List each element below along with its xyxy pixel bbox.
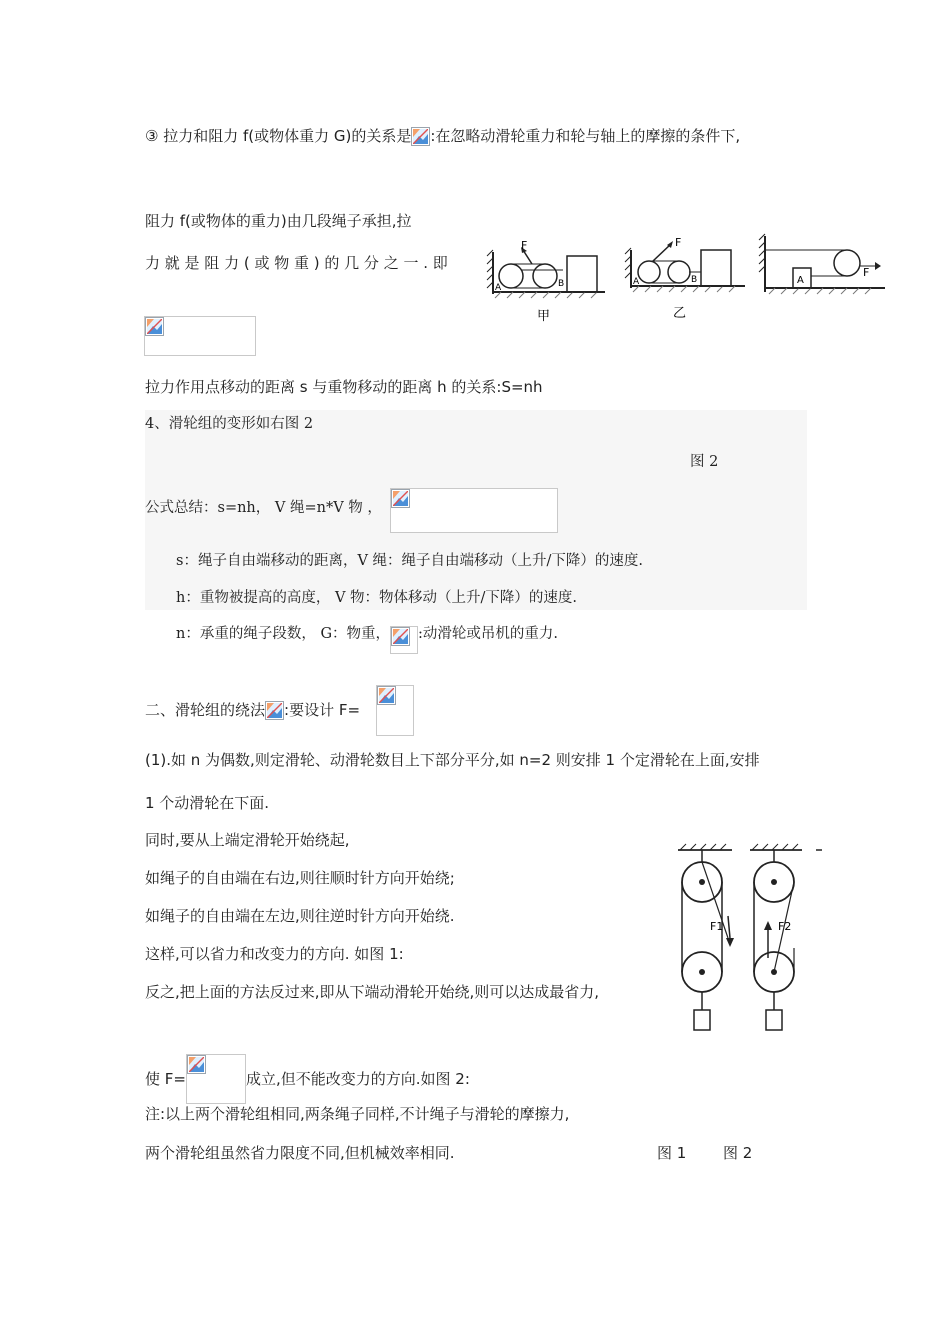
winding-title xyxy=(145,700,360,720)
paragraph-line: 如绳子的自由端在右边,则往顺时针方向开始绕; xyxy=(145,869,455,887)
definition-n xyxy=(176,624,558,654)
figure-yi xyxy=(625,236,745,321)
formula-image-box xyxy=(390,488,558,533)
force-label: F xyxy=(675,236,682,249)
broken-image-icon xyxy=(377,686,396,705)
relation-text: ③ 拉力和阻力 f(或物体重力 G)的关系是 xyxy=(145,127,412,145)
rule-1-line-1: (1).如 n 为偶数,则定滑轮、动滑轮数目上下部分平分,如 n=2 则安排 1 个定滑轮在上面,安排 xyxy=(145,751,760,769)
broken-image-icon xyxy=(187,1055,206,1074)
relation-line xyxy=(145,126,740,146)
pulley-system-figures xyxy=(672,838,827,1038)
formula-summary-text: 公式总结：s=nh， V 绳=n*V 物 ， xyxy=(145,500,382,516)
figure-2-caption: 图 2 xyxy=(723,1144,753,1162)
paragraph-text: 使 F= xyxy=(145,1070,186,1088)
figure-jia xyxy=(487,239,605,324)
paragraph-line: 反之,把上面的方法反过来,即从下端动滑轮开始绕,则可以达成最省力, xyxy=(145,983,600,1001)
definition-n-text: n：承重的绳子段数， G：物重， xyxy=(176,626,391,642)
broken-image-icon xyxy=(265,701,284,720)
paragraph-line xyxy=(145,1054,470,1104)
formula-summary xyxy=(145,498,382,518)
formula-image-box xyxy=(390,626,418,654)
figure-label-jia: 甲 xyxy=(537,309,551,324)
pulley-figure-1 xyxy=(678,844,734,1030)
note-line-1: 注:以上两个滑轮组相同,两条绳子同样,不计绳子与滑轮的摩擦力, xyxy=(145,1105,570,1123)
force-label: F xyxy=(863,266,870,279)
formula-image-box xyxy=(144,316,256,356)
force-label: F xyxy=(521,239,528,252)
formula-image-box xyxy=(376,685,414,736)
note-line-2: 两个滑轮组虽然省力限度不同,但机械效率相同. xyxy=(145,1144,455,1162)
winding-title-text: 二、滑轮组的绕法 xyxy=(145,701,266,719)
rule-1-line-2: 1 个动滑轮在下面. xyxy=(145,794,270,812)
relation-text-cont: :在忽略动滑轮重力和轮与轴上的摩擦的条件下, xyxy=(430,127,741,145)
definition-n-text-cont: :动滑轮或吊机的重力. xyxy=(418,626,559,642)
winding-title-text-cont: :要设计 F= xyxy=(284,701,361,719)
figure-2-caption: 图 2 xyxy=(690,454,719,470)
paragraph-line: 力 就 是 阻 力 ( 或 物 重 ) 的 几 分 之 一 . 即 xyxy=(145,254,448,272)
figure-label-yi: 乙 xyxy=(673,306,687,321)
paragraph-line: 如绳子的自由端在左边,则往逆时针方向开始绕. xyxy=(145,907,455,925)
point-b-label: B xyxy=(558,279,565,289)
force-f1-label: F1 xyxy=(710,920,724,933)
force-f2-label: F2 xyxy=(778,920,792,933)
paragraph-line: 这样,可以省力和改变力的方向. 如图 1: xyxy=(145,945,404,963)
paragraph-line: 同时,要从上端定滑轮开始绕起, xyxy=(145,831,350,849)
figure-1-caption: 图 1 xyxy=(657,1144,687,1162)
point-a-label: A xyxy=(797,275,804,286)
section-4-title: 4、滑轮组的变形如右图 2 xyxy=(145,416,314,432)
pulley-figure-2 xyxy=(750,844,822,1030)
broken-image-icon xyxy=(145,317,164,336)
formula-image-box xyxy=(186,1054,246,1104)
broken-image-icon xyxy=(391,627,410,646)
horizontal-pulley-figures xyxy=(485,232,890,352)
point-a-label: A xyxy=(633,277,640,287)
definition-h: h：重物被提高的高度， V 物：物体移动（上升/下降）的速度. xyxy=(176,590,578,606)
definition-s: s：绳子自由端移动的距离，V 绳：绳子自由端移动（上升/下降）的速度. xyxy=(176,553,644,569)
broken-image-icon xyxy=(411,127,430,146)
figure-three xyxy=(759,234,885,294)
point-a-label: A xyxy=(495,283,502,293)
paragraph-line: 阻力 f(或物体的重力)由几段绳子承担,拉 xyxy=(145,212,412,230)
broken-image-icon xyxy=(391,489,410,508)
distance-relation: 拉力作用点移动的距离 s 与重物移动的距离 h 的关系:S=nh xyxy=(145,378,543,396)
paragraph-text-cont: 成立,但不能改变力的方向.如图 2: xyxy=(245,1070,470,1088)
point-b-label: B xyxy=(691,275,698,285)
